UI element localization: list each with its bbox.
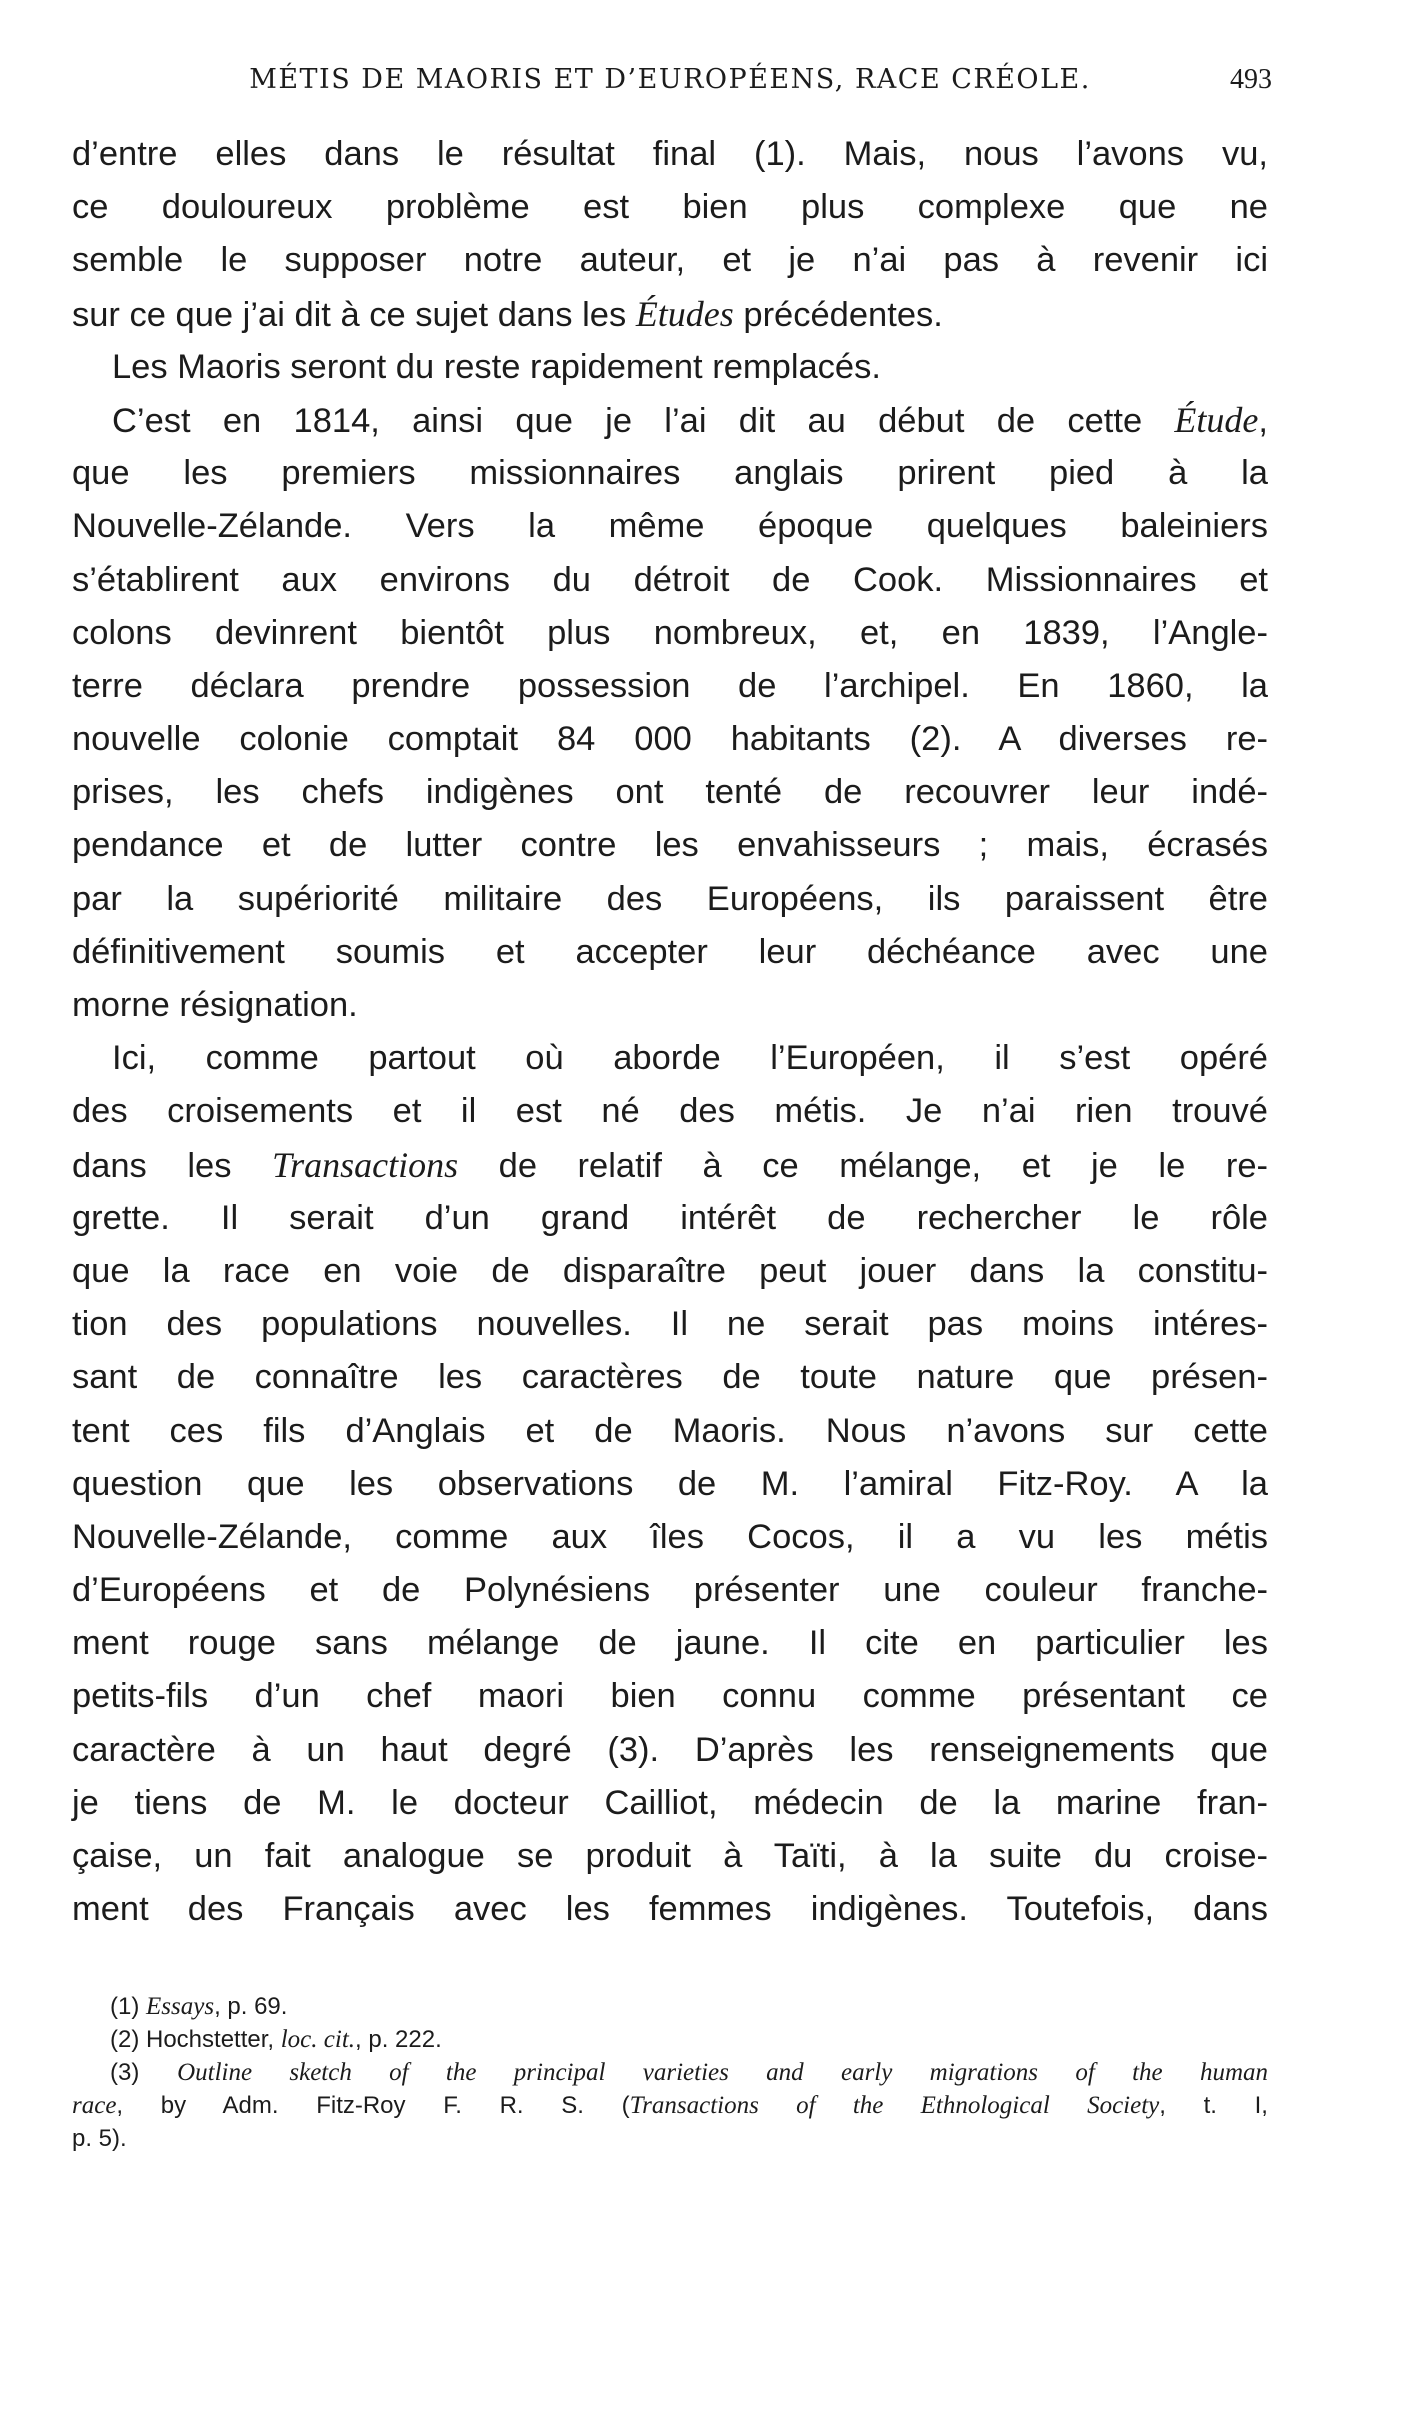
text-run: C’est en 1814, ainsi que je l’ai dit au début de cette [112,401,1175,440]
footnote-1 [72,1990,1268,2023]
footnote-italic: race [72,2092,117,2119]
text-line: petits-fils d’un chef maori bien connu comme présentant ce [72,1677,1268,1716]
text-line: question que les observations de M. l’amiral Fitz-Roy. A la [72,1464,1268,1503]
footnote-3 [72,2056,1268,2089]
text-line: que les premiers missionnaires anglais prirent pied à la [72,454,1268,493]
footnote-italic: loc. cit. [280,2026,356,2053]
footnote-italic: Essays [146,1993,215,2020]
text-line: d’entre elles dans le résultat final (1). Mais, nous l’avons vu, [72,135,1268,173]
text-line: semble le supposer notre auteur, et je n’ai pas à revenir ici [72,241,1268,280]
text-line: que la race en voie de disparaître peut jouer dans la constitu- [72,1251,1268,1290]
italic-title: Étude [1174,399,1259,440]
text-line: terre déclara prendre possession de l’archipel. En 1860, la [72,666,1268,705]
text-line [72,1139,1268,1192]
body-text [72,128,1268,1936]
text-line: tent ces fils d’Anglais et de Maoris. Nous n’avons sur cette [72,1411,1268,1450]
text-line: Nouvelle-Zélande. Vers la même époque quelques baleiniers [72,507,1268,546]
text-line: morne résignation. [72,986,358,1024]
text-run: de relatif à ce mélange, et je le re- [458,1146,1268,1185]
text-line: Nouvelle-Zélande, comme aux îles Cocos, il a vu les métis [72,1517,1268,1556]
text-line: pendance et de lutter contre les envahisseurs ; mais, écrasés [72,826,1268,865]
text-line: colons devinrent bientôt plus nombreux, et, en 1839, l’Angle- [72,613,1268,652]
footnote-3-end: p. 5). [72,2125,127,2152]
footnotes [72,1990,1268,2155]
text-line: tion des populations nouvelles. Il ne serait pas moins intéres- [72,1305,1268,1344]
page-number: 493 [1230,64,1272,95]
text-line: je tiens de M. le docteur Cailliot, médecin de la marine fran- [72,1783,1268,1822]
footnote-text: , t. I, [1159,2092,1268,2119]
text-line: çaise, un fait analogue se produit à Taïti, à la suite du croise- [72,1837,1268,1875]
text-line [72,394,1268,447]
text-run: précédentes. [733,295,943,334]
text-run: dans les [72,1146,273,1185]
text-line: Les Maoris seront du reste rapidement remplacés. [112,347,881,386]
footnote-2 [72,2023,1268,2056]
footnote-text: , p. 222. [355,2026,442,2053]
footnote-3-continued [72,2089,1268,2122]
italic-title: Études [635,293,734,334]
text-line: des croisements et il est né des métis. Je n’ai rien trouvé [72,1092,1268,1131]
footnote-italic: Transactions of the Ethnological Society [629,2092,1160,2119]
text-line: caractère à un haut degré (3). D’après les renseignements que [72,1730,1268,1769]
text-line: ce douloureux problème est bien plus complexe que ne [72,188,1268,227]
text-line: ment rouge sans mélange de jaune. Il cite en particulier les [72,1624,1268,1663]
running-head [72,64,1272,104]
text-run: sur ce que j’ai dit à ce sujet dans les [72,295,636,334]
text-line: grette. Il serait d’un grand intérêt de rechercher le rôle [72,1198,1268,1237]
text-line: sant de connaître les caractères de toute nature que présen- [72,1358,1268,1397]
footnote-marker: (1) [110,1993,146,2020]
text-line: s’établirent aux environs du détroit de Cook. Missionnaires et [72,560,1268,599]
text-line: ment des Français avec les femmes indigènes. Toutefois, dans [72,1890,1268,1929]
text-line: par la supériorité militaire des Européens, ils paraissent être [72,879,1268,918]
text-line: d’Européens et de Polynésiens présenter une couleur franche- [72,1571,1268,1610]
footnote-text: , by Adm. Fitz-Roy F. R. S. ( [116,2092,630,2119]
footnote-italic: Outline sketch of the principal varieties and early migrations of the human [177,2059,1269,2086]
text-line: prises, les chefs indigènes ont tenté de recouvrer leur indé- [72,773,1268,812]
text-line: définitivement soumis et accepter leur déchéance avec une [72,932,1268,971]
footnote-marker: (3) [110,2059,178,2086]
footnote-text: , p. 69. [214,1993,288,2020]
text-line [72,288,1268,341]
text-line: nouvelle colonie comptait 84 000 habitants (2). A diverses re- [72,720,1268,759]
italic-title: Transactions [272,1144,459,1185]
running-title: MÉTIS DE MAORIS ET D’EUROPÉENS, RACE CRÉOLE. [249,64,1091,95]
text-line: Ici, comme partout où aborde l’Européen, il s’est opéré [112,1039,1268,1078]
footnote-marker: (2) Hochstetter, [110,2026,281,2053]
text-run: , [1258,401,1268,440]
